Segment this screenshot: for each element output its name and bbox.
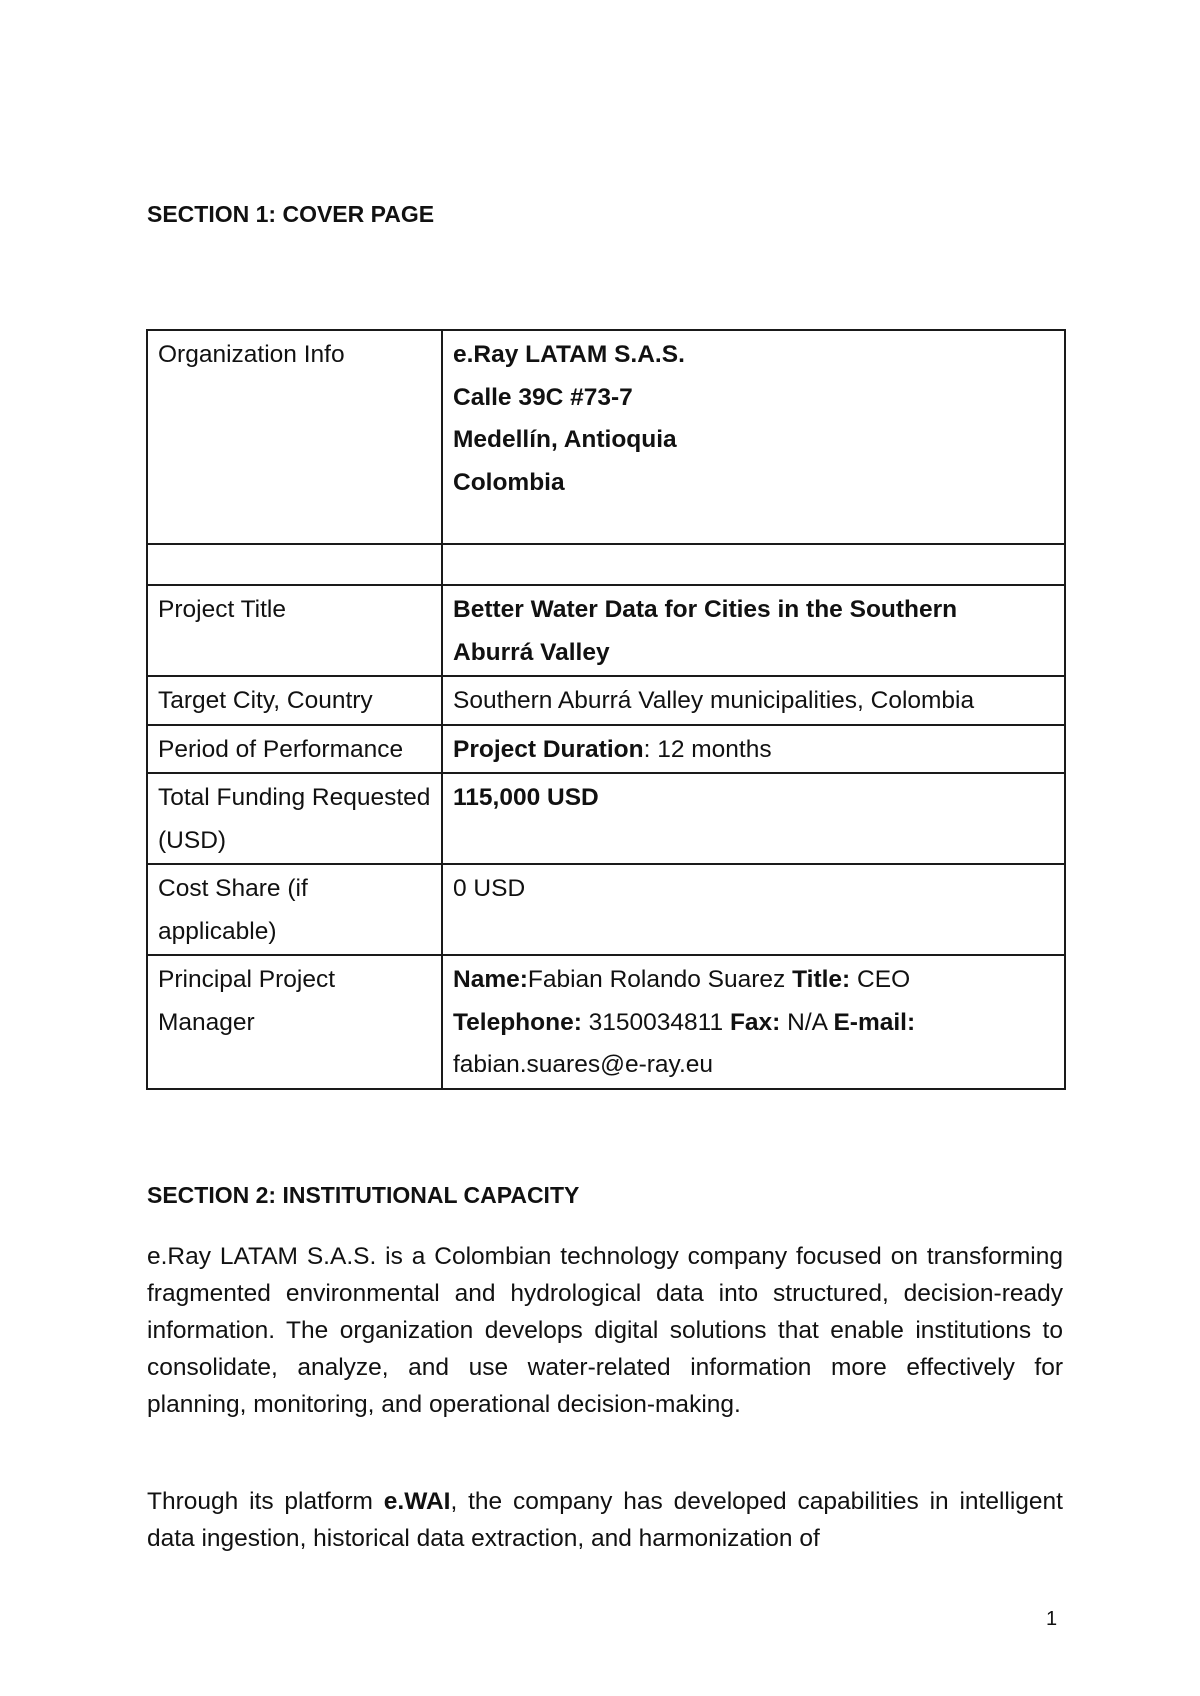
table-row <box>147 725 1065 774</box>
manager-name-line <box>453 959 1054 1002</box>
organization-info-value <box>442 330 1065 544</box>
cover-page-table <box>146 329 1066 1090</box>
project-title-line-1: Better Water Data for Cities in the Southern <box>453 596 958 623</box>
project-duration-key: Project Duration <box>453 735 644 763</box>
principal-manager-label: Principal Project Manager <box>147 955 442 1089</box>
organization-street: Calle 39C #73-7 <box>453 383 633 411</box>
organization-info-label: Organization Info <box>147 330 442 544</box>
table-row <box>147 773 1065 864</box>
table-row <box>147 864 1065 955</box>
period-of-performance-label: Period of Performance <box>147 725 442 774</box>
empty-cell <box>442 544 1065 585</box>
page-number: 1 <box>1046 1608 1058 1630</box>
manager-telephone-value: 3150034811 <box>588 1008 724 1036</box>
paragraph-2-intro: Through its platform <box>147 1488 384 1515</box>
period-of-performance-value <box>442 725 1065 774</box>
target-city-value <box>442 676 1065 725</box>
total-funding-amount: 115,000 USD <box>453 784 599 811</box>
total-funding-label: Total Funding Requested (USD) <box>147 773 442 864</box>
manager-name-key: Name: <box>453 966 528 993</box>
project-duration-value: : 12 months <box>643 735 772 763</box>
table-row-empty <box>147 544 1065 585</box>
section-2-heading: SECTION 2: INSTITUTIONAL CAPACITY <box>147 1182 580 1208</box>
target-city-label: Target City, Country <box>147 676 442 725</box>
manager-title-key: Title: <box>792 966 851 993</box>
principal-manager-value <box>442 955 1065 1089</box>
target-city-text: Southern Aburrá Valley municipalities, Colombia <box>453 687 975 714</box>
manager-email-key: E-mail: <box>833 1008 916 1036</box>
platform-name: e.WAI <box>383 1488 451 1515</box>
organization-name: e.Ray LATAM S.A.S. <box>453 341 685 368</box>
institutional-capacity-paragraph-2 <box>147 1483 1063 1557</box>
manager-email-line <box>453 1044 1054 1087</box>
table-row <box>147 330 1065 544</box>
cost-share-value <box>442 864 1065 955</box>
project-title-label: Project Title <box>147 585 442 676</box>
project-title-line-2: Aburrá Valley <box>453 638 610 666</box>
cost-share-label: Cost Share (if applicable) <box>147 864 442 955</box>
table-row <box>147 955 1065 1089</box>
empty-cell <box>147 544 442 585</box>
manager-fax-key: Fax: <box>729 1008 781 1036</box>
table-row <box>147 585 1065 676</box>
institutional-capacity-paragraph-1: e.Ray LATAM S.A.S. is a Colombian technology company focused on transforming fragmented environmental and hydrological data into structured, decision-ready information. The organization develops digital solutions that enable institutions to consolidate, analyze, and use water-related information more effectively for planning, monitoring, and operational decision-making. <box>147 1243 1063 1418</box>
organization-country: Colombia <box>453 468 565 496</box>
table-row <box>147 676 1065 725</box>
manager-contact-line <box>453 1002 1054 1045</box>
manager-telephone-key: Telephone: <box>453 1008 582 1036</box>
project-title-value <box>442 585 1065 676</box>
paragraph-2-rest: , the company has developed capabilities in intelligent data ingestion, historical data extraction, and harmonization of <box>147 1488 1063 1552</box>
manager-email-value: fabian.suares@e-ray.eu <box>453 1051 714 1078</box>
manager-name-value: Fabian Rolando Suarez <box>527 966 786 993</box>
total-funding-value <box>442 773 1065 864</box>
manager-title-value: CEO <box>857 966 911 993</box>
organization-city: Medellín, Antioquia <box>453 426 677 453</box>
section-1-heading: SECTION 1: COVER PAGE <box>147 201 435 227</box>
cost-share-amount: 0 USD <box>453 875 526 902</box>
manager-fax-value: N/A <box>787 1008 827 1036</box>
